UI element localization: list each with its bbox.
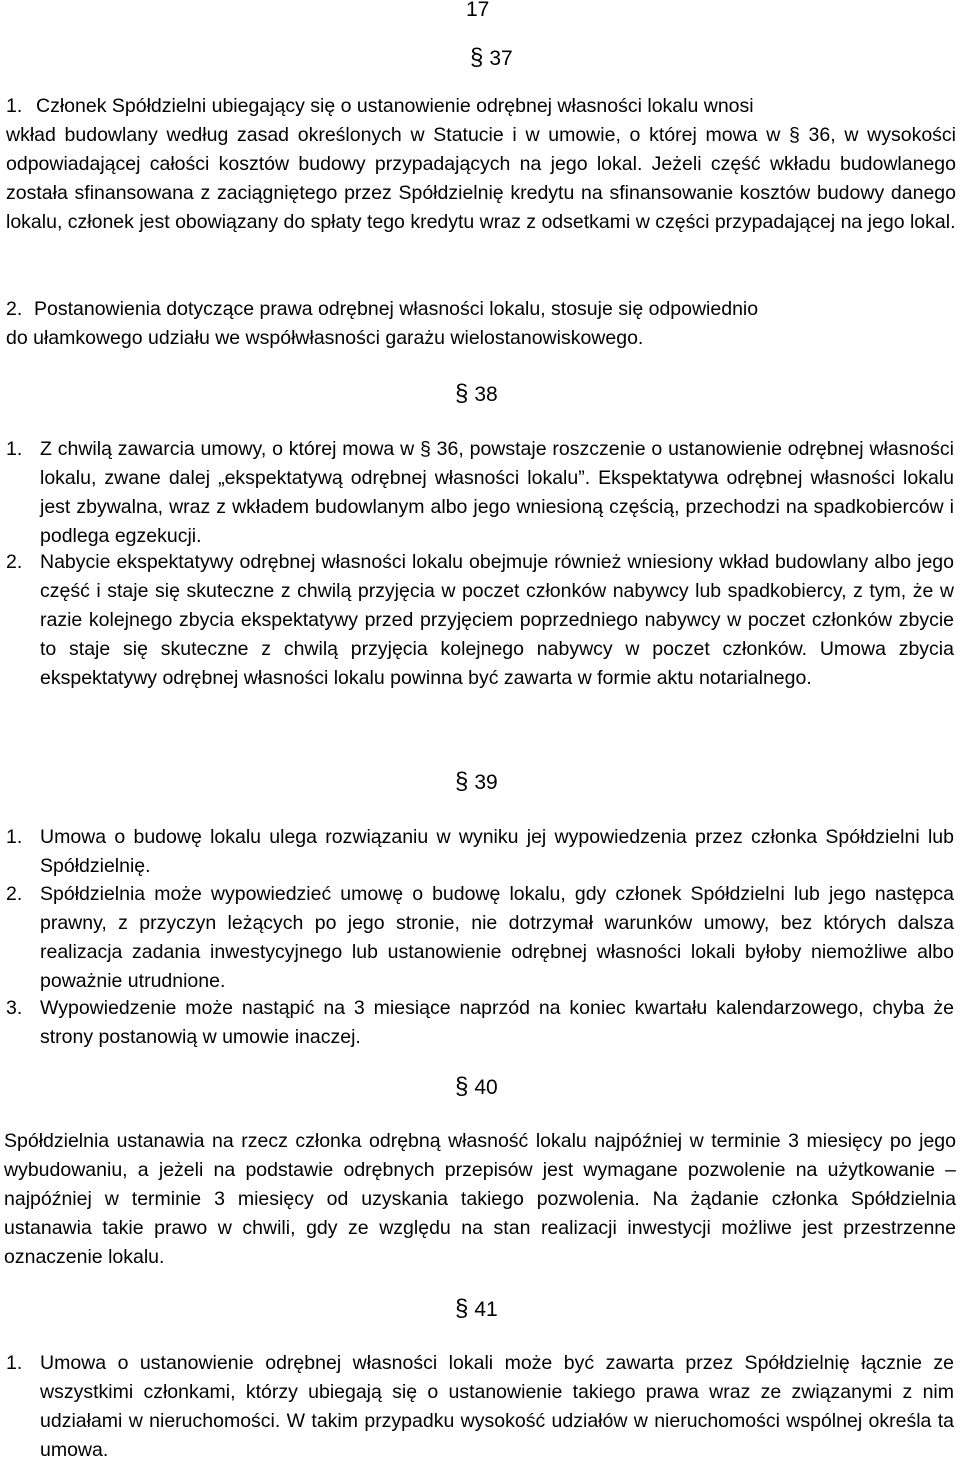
page-number: 17 (466, 0, 490, 21)
s38-item-2-text: Nabycie ekspektatywy odrębnej własności lokalu obejmuje również wniesiony wkład budowlany albo jego część i staje się skuteczne z chwilą przyjęcia w poczet członków nabywcy lub spadkobiercy, z tym, że w razie kolejnego zbycia ekspektatywy przed przyjęciem poprzedniego nabywcy w poczet członków zbycie to staje się skuteczne z chwilą przyjęcia kolejnego nabywcy w poczet członków. Umowa zbycia ekspektatywy odrębnej własności lokalu powinna być zawarta w formie aktu notarialnego. (40, 551, 954, 689)
s39-item-1-text: Umowa o budowę lokalu ulega rozwiązaniu w wyniku jej wypowiedzenia przez członka Spółdzielni lub Spółdzielnię. (40, 826, 954, 877)
section-number: 41 (474, 1298, 498, 1321)
section-symbol: § (455, 380, 469, 407)
s40-text: Spółdzielnia ustanawia na rzecz członka odrębną własność lokalu najpóźniej w terminie 3 miesięcy po jego wybudowaniu, a jeżeli na podstawie odrębnych przepisów jest wymagane pozwolenie na użytkowanie – najpóźniej w terminie 3 miesięcy od uzyskania takiego pozwolenia. Na żądanie członka Spółdzielnia ustanawia takie prawo w chwili, gdy ze względu na stan realizacji inwestycji możliwe jest przestrzenne oznaczenie lokalu. (4, 1130, 956, 1268)
s39-item-1-number: 1. (6, 826, 23, 848)
s41-item-1-text: Umowa o ustanowienie odrębnej własności lokali może być zawarta przez Spółdzielnię łącznie ze wszystkimi członkami, którzy ubiegają się o ustanowienie takiego prawa wraz ze związanymi z nim udziałami w nieruchomości. W takim przypadku wysokość udziałów w nieruchomości wspólnej określa ta umowa. (40, 1352, 954, 1461)
s41-item-1-number: 1. (6, 1352, 23, 1374)
s38-item-1-text: Z chwilą zawarcia umowy, o której mowa w § 36, powstaje roszczenie o ustanowienie odrębnej własności lokalu, zwane dalej „ekspektatywą odrębnej własności lokalu”. Ekspektatywa odrębnej własności lokalu jest zbywalna, wraz z wkładem budowlanym albo jego wniesioną częścią, przechodzi na spadkobierców i podlega egzekucji. (40, 438, 954, 547)
s37-item-1-number: 1. (6, 95, 23, 117)
section-heading-40 (455, 1073, 498, 1101)
s38-item-2-number: 2. (6, 551, 23, 573)
s37-item-2-text: do ułamkowego udziału we współwłasności garażu wielostanowiskowego. (6, 327, 644, 349)
s39-item-2-number: 2. (6, 883, 23, 905)
s39-item-3-text: Wypowiedzenie może nastąpić na 3 miesiące naprzód na koniec kwartału kalendarzowego, chyba że strony postanowią w umowie inaczej. (40, 997, 954, 1048)
section-symbol: § (470, 44, 484, 71)
s37-item-2-number: 2. (6, 298, 23, 320)
section-heading-41 (455, 1295, 498, 1323)
s38-item-1-number: 1. (6, 438, 23, 460)
section-number: 37 (489, 47, 513, 70)
section-heading-38 (455, 380, 498, 408)
section-symbol: § (455, 1295, 469, 1322)
section-heading-37 (470, 44, 513, 72)
s37-item-1-text: wkład budowlany według zasad określonych w Statucie i w umowie, o której mowa w § 36, w wysokości odpowiadającej całości kosztów budowy przypadających na jego lokal. Jeżeli część wkładu budowlanego została sfinansowana z zaciągniętego przez Spółdzielnię kredytu na sfinansowanie kosztów budowy danego lokalu, członek jest obowiązany do spłaty tego kredytu wraz z odsetkami w części przypadającej na jego lokal. (6, 124, 956, 233)
s39-item-3-number: 3. (6, 997, 23, 1019)
s37-item-2-first-line: Postanowienia dotyczące prawa odrębnej własności lokalu, stosuje się odpowiednio (34, 298, 759, 320)
section-number: 39 (474, 771, 498, 794)
s37-item-1-first-line: Członek Spółdzielni ubiegający się o ustanowienie odrębnej własności lokalu wnosi (36, 95, 754, 117)
s39-item-2-text: Spółdzielnia może wypowiedzieć umowę o budowę lokalu, gdy członek Spółdzielni lub jego następca prawny, z przyczyn leżących po jego stronie, nie dotrzymał warunków umowy, bez których dalsza realizacja zadania inwestycyjnego lub ustanowienie odrębnej własności lokali byłoby niemożliwe albo poważnie utrudnione. (40, 883, 954, 992)
section-number: 38 (474, 383, 498, 406)
section-number: 40 (474, 1076, 498, 1099)
section-heading-39 (455, 768, 498, 796)
section-symbol: § (455, 1073, 469, 1100)
section-symbol: § (455, 768, 469, 795)
